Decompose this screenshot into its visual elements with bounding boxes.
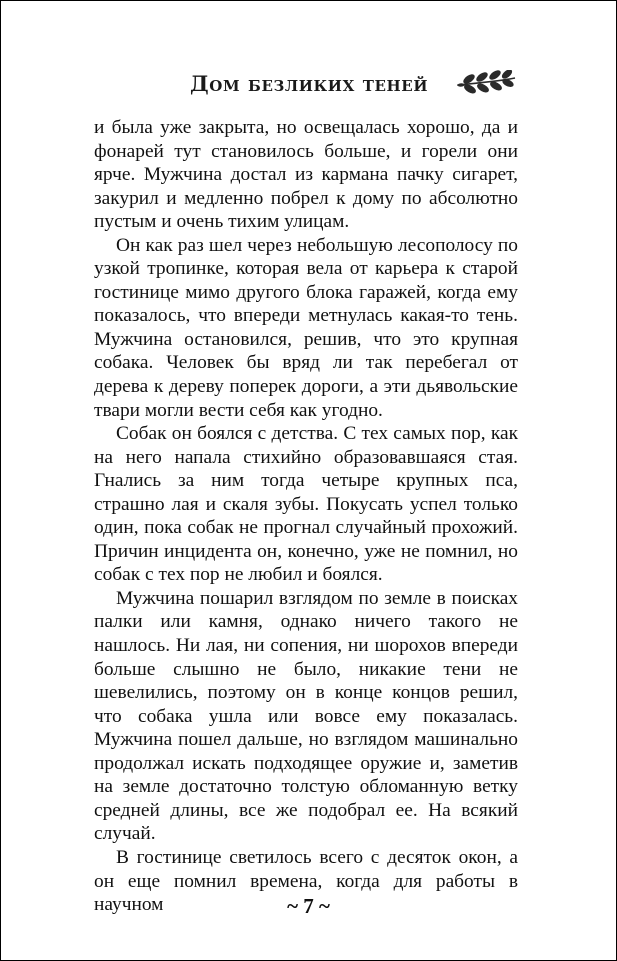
paragraph: Мужчина пошарил взглядом по земле в поисках палки или камня, однако ничего такого не нашлось. Ни лая, ни сопения, ни шорохов впереди больше слышно не было, никакие тени не шевелились, поэтому он в конце концов решил, что собака ушла или вовсе ему показалась. Мужчина пошел дальше, но взглядом машинально продолжал искать подходящее оружие и, заметив на земле достаточно толстую обломанную ветку средней длины, все же подобрал ее. На всякий случай. bbox=[94, 587, 518, 845]
laurel-branch-icon bbox=[455, 70, 519, 96]
book-title: Дом безликих теней bbox=[190, 71, 429, 96]
paragraph: В гостинице светилось всего с десяток окон, а он еще помнил времена, когда для работы в научном bbox=[94, 846, 518, 916]
paragraph: Собак он боялся с детства. С тех самых пор, как на него напала стихийно образовавшаяся стая. Гнались за ним тогда четыре крупных пса, страшно лая и скаля зубы. Покусать успел только один, пока собак не прогнал случайный прохожий. Причин инцидента он, конечно, уже не помнил, но собак с тех пор не любил и боялся. bbox=[94, 423, 518, 586]
paragraph: Он как раз шел через небольшую лесополосу по узкой тропинке, которая вела от карьера к старой гостинице мимо другого блока гаражей, когда ему показалось, что впереди метнулась какая-то тень. Мужчина остановился, решив, что это крупная собака. Человек бы вряд ли так перебегал от дерева к дереву поперек дороги, а эти дьявольские твари могли вести себя как угодно. bbox=[94, 234, 518, 421]
paragraph: и была уже закрыта, но освещалась хорошо, да и фонарей тут становилось больше, и горели они ярче. Мужчина достал из кармана пачку сигарет, закурил и медленно побрел к дому по абсолютно пустым и очень тихим улицам. bbox=[94, 117, 518, 233]
page-number: ~ 7 ~ bbox=[287, 894, 330, 918]
running-head bbox=[1, 69, 616, 99]
body-text bbox=[94, 116, 518, 917]
